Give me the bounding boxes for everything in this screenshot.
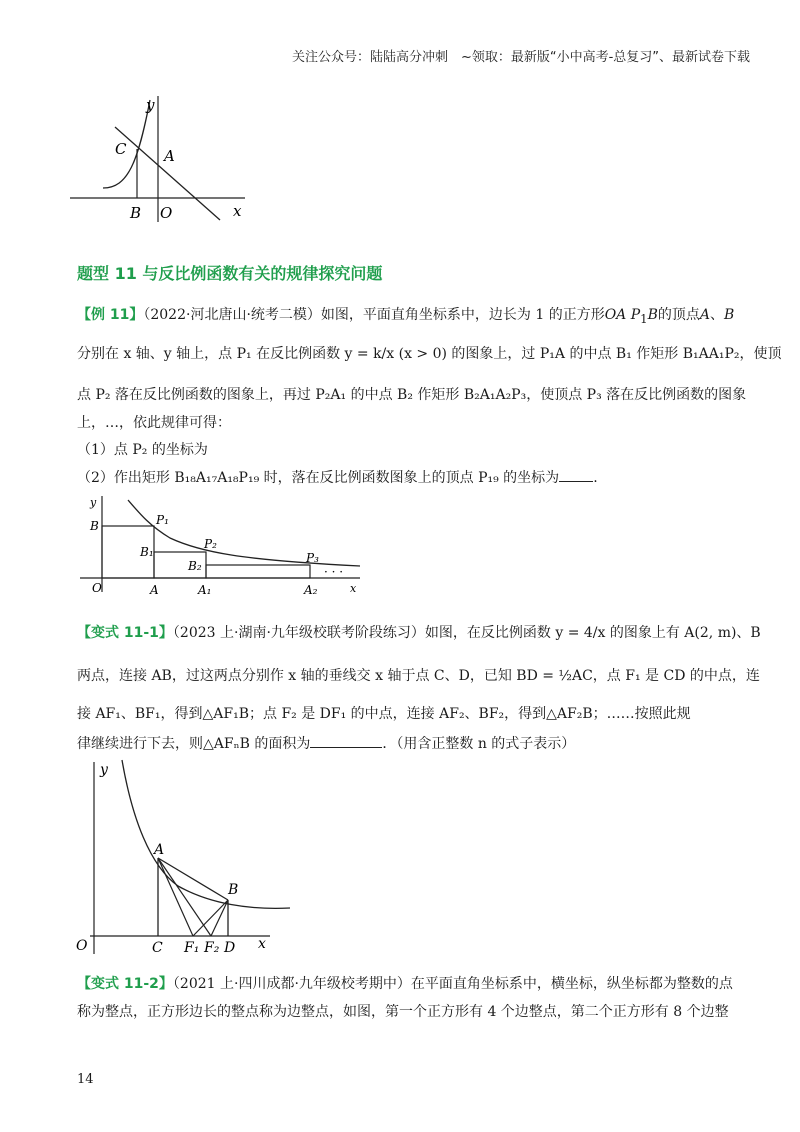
label-b: B bbox=[130, 204, 142, 222]
variant-11-2-tag: 【变式 11-2】 bbox=[77, 976, 173, 992]
label-a: A bbox=[150, 583, 159, 597]
label-c: C bbox=[115, 140, 127, 158]
example-11-question-2: （2）作出矩形 B₁₈A₁₇A₁₈P₁₉ 时，落在反比例函数图象上的顶点 P₁₉ 的坐标为 . bbox=[77, 470, 598, 486]
hyperbola-curve bbox=[103, 100, 150, 188]
figure-3-triangles bbox=[70, 758, 290, 958]
label-p3: P₃ bbox=[306, 551, 319, 565]
label-b1: B₁ bbox=[140, 545, 154, 559]
label-c: C bbox=[152, 940, 163, 956]
label-y: y bbox=[90, 496, 97, 509]
label-a: A bbox=[154, 842, 165, 858]
variant-11-1-line-1: 【变式 11-1】（2023 上·湖南·九年级校联考阶段练习）如图，在反比例函数 y = 4/x 的图象上有 A(2, m)、B bbox=[77, 625, 761, 641]
label-p1: P₁ bbox=[156, 513, 169, 527]
label-dots: · · · bbox=[324, 565, 344, 579]
label-y: y bbox=[100, 762, 108, 778]
label-o: O bbox=[160, 204, 173, 222]
label-a2: A₂ bbox=[304, 583, 318, 597]
label-p2: P₂ bbox=[204, 537, 217, 551]
section-title: 题型 11 与反比例函数有关的规律探究问题 bbox=[77, 264, 383, 283]
variant-11-1-line-2: 两点，连接 AB，过这两点分别作 x 轴的垂线交 x 轴于点 C、D，已知 BD = ½AC，点 F₁ 是 CD 的中点，连 bbox=[77, 668, 760, 684]
rect-b2a1a2p3 bbox=[206, 565, 310, 578]
label-a: A bbox=[164, 147, 175, 165]
answer-blank bbox=[559, 469, 593, 482]
label-a1: A₁ bbox=[198, 583, 212, 597]
label-x: x bbox=[258, 936, 266, 952]
label-b: B bbox=[90, 519, 99, 533]
answer-blank bbox=[310, 735, 382, 748]
label-o: O bbox=[92, 581, 102, 595]
label-b: B bbox=[228, 882, 239, 898]
variant-11-1-tag: 【变式 11-1】 bbox=[77, 625, 173, 641]
figure-2-rectangles bbox=[80, 492, 370, 602]
line-bf2 bbox=[211, 900, 228, 936]
label-x: x bbox=[233, 202, 242, 220]
variant-11-2-line-1: 【变式 11-2】（2021 上·四川成都·九年级校考期中）在平面直角坐标系中，横坐标，纵坐标都为整数的点 bbox=[77, 976, 733, 992]
page-number: 14 bbox=[77, 1072, 94, 1087]
example-11-line-4: 上，…，依此规律可得： bbox=[77, 415, 231, 431]
example-11-tag: 【例 11】 bbox=[77, 307, 144, 323]
variant-11-2-line-2: 称为整点，正方形边长的整点称为边整点，如图，第一个正方形有 4 个边整点，第二个正方形有 8 个边整 bbox=[77, 1004, 729, 1020]
variant-11-1-line-4: 律继续进行下去，则△AFₙB 的面积为 ．（用含正整数 n 的式子表示） bbox=[77, 736, 576, 752]
label-d: D bbox=[224, 940, 236, 956]
figure-1-hyperbola-line bbox=[70, 92, 250, 222]
example-11-line-2: 分别在 x 轴、y 轴上，点 P₁ 在反比例函数 y = k/x (x > 0) 的图象上，过 P₁A 的中点 B₁ 作矩形 B₁AA₁P₂，使顶 bbox=[77, 346, 782, 362]
example-11-line-1: 【例 11】（2022·河北唐山·统考二模）如图，平面直角坐标系中，边长为 1 的正方形OA $P_1B$的顶点A、B bbox=[77, 307, 735, 326]
label-y: y bbox=[146, 96, 155, 114]
label-b2: B₂ bbox=[188, 559, 202, 573]
hyperbola-curve bbox=[128, 500, 360, 566]
label-o: O bbox=[76, 938, 88, 954]
example-11-line-3: 点 P₂ 落在反比例函数的图象上，再过 P₂A₁ 的中点 B₂ 作矩形 B₂A₁A₂P₃，使顶点 P₃ 落在反比例函数的图象 bbox=[77, 387, 747, 403]
page-header: 关注公众号：陆陆高分冲刺 ~领取：最新版“小中高考-总复习”、最新试卷下载 bbox=[291, 50, 750, 65]
line-af1 bbox=[158, 858, 193, 936]
example-11-question-1: （1）点 P₂ 的坐标为 bbox=[77, 442, 208, 458]
label-f1: F₁ bbox=[184, 940, 200, 956]
label-x: x bbox=[350, 582, 357, 595]
label-f2: F₂ bbox=[204, 940, 220, 956]
variant-11-1-line-3: 接 AF₁、BF₁，得到△AF₁B；点 F₂ 是 DF₁ 的中点，连接 AF₂、BF₂，得到△AF₂B；……按照此规 bbox=[77, 706, 691, 722]
